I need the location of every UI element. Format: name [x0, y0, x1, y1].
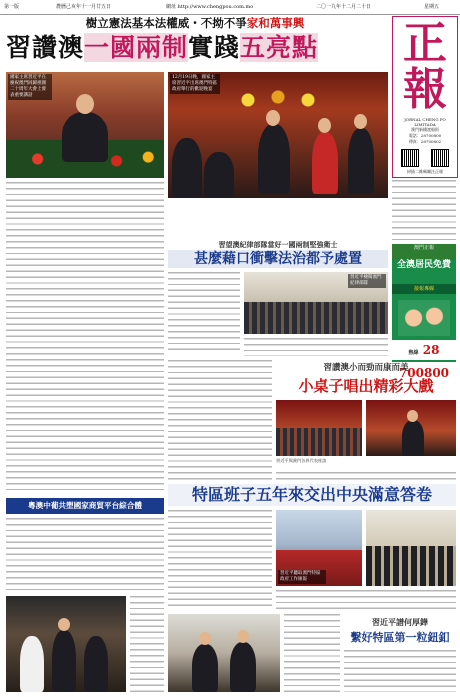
guard-kicker: 習望澳紀律部隊當好一國兩制堅強衛士 — [218, 240, 338, 249]
lead-photo-banquet — [168, 72, 388, 198]
masthead-title: 正 報 — [403, 18, 447, 115]
ad-top-text: 澳門正報 — [392, 244, 456, 260]
page-header — [0, 0, 460, 15]
guard-photo-caption: 習近平檢閱澳門紀律部隊 — [348, 274, 386, 288]
lead-photo2-caption: 12月19日晚，國家主席習近平出席澳門特區政府舉行的歡迎晚宴 — [170, 74, 220, 94]
guard-photo — [244, 272, 388, 334]
lead-headline: 習讚澳一國兩制實踐五亮點 — [6, 33, 319, 62]
table-kicker: 習讚澳小而勁而康而美 — [323, 363, 409, 373]
lead-article-body — [6, 182, 164, 492]
table-article-body — [168, 360, 272, 480]
report-article-body — [168, 510, 272, 610]
button-kicker: 習近平譜何厚鏵 — [372, 617, 428, 627]
advertisement[interactable] — [392, 244, 456, 380]
ad-phone: 熱線 28 700800 — [392, 340, 456, 360]
ad-photo — [398, 300, 450, 336]
table-photo-caption: 習近平與澳門各界代表座談 — [276, 458, 327, 463]
qr-code-icon[interactable] — [431, 149, 449, 167]
page-number: 第一版 — [4, 4, 20, 10]
qr-code-icon[interactable] — [401, 149, 419, 167]
report-photo-left — [276, 510, 362, 586]
guard-article-body-2 — [244, 338, 388, 356]
website-url: 網址 http://www.chengpou.com.mo — [166, 4, 254, 10]
lead-photo-caption: 國家主席習近平在慶祝澳門回歸祖國二十周年大會上發表重要講話 — [8, 74, 52, 100]
platform-article-body — [6, 518, 164, 592]
platform-headline: 粵澳中葡共塑國家商貿平台綜合體 — [6, 498, 164, 514]
masthead-info-text — [392, 180, 456, 240]
table-photo-left — [276, 400, 362, 456]
issue-date: 二〇一九年十二月二十日 — [316, 4, 372, 10]
qr-label: 掃描二維碼關注正報 — [407, 169, 443, 174]
weekday: 星期五 — [424, 4, 440, 10]
ad-main-text: 全澳居民免費 — [396, 260, 451, 270]
table-headline: 小桌子唱出精彩大戲 — [298, 377, 434, 395]
button-headline: 繫好特區第一粒鈕釦 — [350, 631, 450, 644]
lunar-date: 農曆己亥年十一月廿五日 — [56, 4, 112, 10]
masthead — [392, 16, 458, 178]
report-headline: 特區班子五年來交出中央滿意答卷 — [168, 484, 456, 506]
platform-photo — [6, 596, 126, 692]
masthead-english: JORNAL CHENG PO LIMITADA — [404, 117, 446, 127]
guard-article-body — [168, 272, 240, 354]
report-photo-caption: 習近平聽取澳門特區政府工作匯報 — [278, 570, 326, 584]
lead-photo-speech — [6, 72, 164, 178]
masthead-fax: 傳真：28700802 — [408, 139, 442, 144]
lead-subheadline: 樹立憲法基本法權威・不拗不爭家和萬事興 — [85, 16, 305, 30]
masthead-phone: 電話：28700800 — [408, 133, 442, 138]
masthead-address: 澳門新橋渡船街 — [411, 127, 439, 132]
guard-headline: 甚麼藉口衝擊法治都予處置 — [168, 250, 388, 268]
ad-sub-text: 接報專線 — [392, 284, 456, 294]
button-article-body — [344, 650, 456, 692]
report-photo-right — [366, 510, 456, 586]
table-photo-right — [366, 400, 456, 456]
button-photo — [168, 614, 280, 692]
